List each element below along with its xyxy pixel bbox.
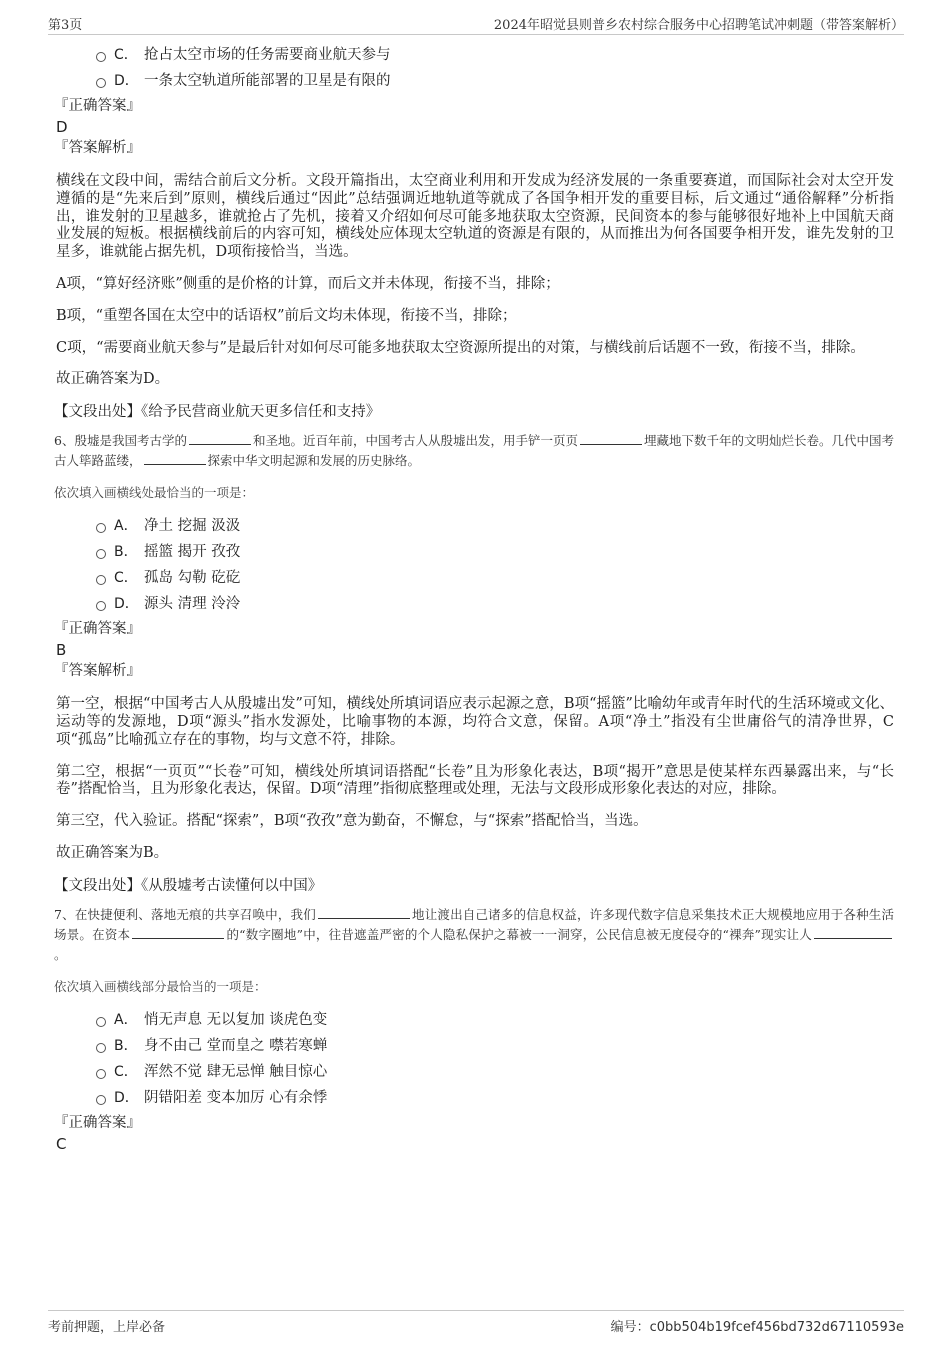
footer-slogan: 考前押题，上岸必备 [48, 1320, 166, 1335]
q7-option-b[interactable]: B． 身不由己 堂而皇之 噤若寒蝉 [96, 1033, 894, 1059]
q7-option-d[interactable]: D． 阴错阳差 变本加厉 心有余悸 [96, 1085, 894, 1111]
q5-analysis-p1: 横线在文段中间，需结合前后文分析。文段开篇指出，太空商业利用和开发成为经济发展的一条重要赛道，而国际社会对太空开发遵循的是“先来后到”原则，横线后通过“因此”总结强调近地轨道等就成了各国争相开发的重要目标，后文通过“通俗解释”分析指出，谁发射的卫星越多，谁就抢占了先机，接着又介绍如何尽可能多地获取太空资源，民间资本的参与能够很好地补上中国航天商业发展的短板。根据横线前后的内容可知，横线处应体现太空轨道的资源是有限的，从而推出为何各国要争相开发，谁先发射的卫星多，谁就能占据先机，D项衔接恰当，当选。 [56, 173, 894, 261]
blank [132, 926, 224, 939]
q6-source: 【文段出处】《从殷墟考古读懂何以中国》 [54, 877, 323, 894]
q7-answer: C [56, 1134, 67, 1153]
q6-answer-label: 『正确答案』 [54, 621, 141, 638]
q5-analysis-p3: B项，“重塑各国在太空中的话语权”前后文均未体现，衔接不当，排除； [56, 307, 517, 324]
page-number: 第3页 [48, 18, 83, 33]
q5-answer-label: 『正确答案』 [54, 98, 141, 114]
q7-prompt: 依次填入画横线部分最恰当的一项是： [54, 978, 267, 994]
q7-stem: 7、在快捷便利、落地无痕的共享召唤中，我们 地让渡出自己诸多的信息权益，许多现代数字信息采集技术正大规模地应用于各种生活场景。在资本 的“数字圈地”中，往昔遮盖严密的个人隐私保护之幕被一一洞穿，公民信息被无度侵夺的“裸奔”现实让人。 [54, 906, 894, 962]
blank [580, 432, 642, 445]
q6-option-c[interactable]: C． 孤岛 勾勒 矻矻 [96, 565, 894, 591]
radio-icon[interactable] [96, 1017, 106, 1027]
q6-options [96, 513, 894, 617]
q5-analysis-p2: A项，“算好经济账”侧重的是价格的计算，而后文并未体现，衔接不当，排除； [56, 275, 560, 292]
document-code: 编号：c0bb504b19fcef456bd732d67110593e [610, 1320, 904, 1335]
document-body [56, 42, 894, 1155]
q5-option-d[interactable]: D． 一条太空轨道所能部署的卫星是有限的 [96, 68, 894, 94]
q5-analysis-p4: C项，“需要商业航天参与”是最后针对如何尽可能多地获取太空资源所提出的对策，与横线前后话题不一致，衔接不当，排除。 [56, 339, 865, 356]
q5-answer: D [56, 118, 68, 136]
page-header [48, 14, 904, 35]
document-title: 2024年昭觉县则普乡农村综合服务中心招聘笔试冲刺题（带答案解析） [493, 18, 904, 33]
radio-icon[interactable] [96, 78, 106, 88]
q7-answer-label: 『正确答案』 [54, 1114, 141, 1131]
radio-icon[interactable] [96, 549, 106, 559]
q6-analysis-label: 『答案解析』 [54, 663, 141, 680]
blank [189, 432, 251, 445]
q5-source: 【文段出处】《给予民营商业航天更多信任和支持》 [54, 404, 381, 421]
q6-option-a[interactable]: A． 净土 挖掘 汲汲 [96, 513, 894, 539]
radio-icon[interactable] [96, 52, 106, 62]
q6-analysis-p4: 故正确答案为B。 [56, 844, 169, 861]
q6-answer: B [56, 641, 67, 660]
q6-prompt: 依次填入画横线处最恰当的一项是： [54, 485, 255, 501]
blank [318, 906, 410, 919]
q6-stem: 6、殷墟是我国考古学的 和圣地。近百年前，中国考古人从殷墟出发，用手铲一页页 埋藏地下数千年的文明灿烂长卷。几代中国考古人筚路蓝缕， 探索中华文明起源和发展的历史脉络。 [54, 433, 894, 469]
radio-icon[interactable] [96, 1043, 106, 1053]
q6-option-b[interactable]: B． 摇篮 揭开 孜孜 [96, 539, 894, 565]
q6-option-d[interactable]: D． 源头 清理 泠泠 [96, 591, 894, 617]
blank [814, 926, 892, 939]
q7-options [96, 1007, 894, 1111]
radio-icon[interactable] [96, 1095, 106, 1105]
q7-option-a[interactable]: A． 悄无声息 无以复加 谈虎色变 [96, 1007, 894, 1033]
page-footer [48, 1310, 904, 1335]
q6-analysis-p3: 第三空，代入验证。搭配“探索”，B项“孜孜”意为勤奋，不懈怠，与“探索”搭配恰当，当选。 [56, 813, 648, 830]
blank [144, 452, 206, 465]
q5-analysis-p5: 故正确答案为D。 [56, 371, 170, 388]
q5-options [96, 42, 894, 94]
q5-option-c[interactable]: C． 抢占太空市场的任务需要商业航天参与 [96, 42, 894, 68]
q6-analysis-p2: 第二空，根据“一页页”“长卷”可知，横线处所填词语搭配“长卷”且为形象化表达，B项“揭开”意思是使某样东西暴露出来，与“长卷”搭配恰当，且为形象化表达，保留。D项“清理”指彻底整理或处理，无法与文段形成形象化表达的对应，排除。 [56, 763, 894, 798]
radio-icon[interactable] [96, 575, 106, 585]
radio-icon[interactable] [96, 1069, 106, 1079]
q5-analysis-label: 『答案解析』 [54, 140, 141, 156]
q6-analysis-p1: 第一空，根据“中国考古人从殷墟出发”可知，横线处所填词语应表示起源之意，B项“摇篮”比喻幼年或青年时代的生活环境或文化、运动等的发源地，D项“源头”指水发源处，比喻事物的本源，均符合文意，保留。A项“净土”指没有尘世庸俗气的清净世界，C项“孤岛”比喻孤立存在的事物，均与文意不符，排除。 [56, 696, 894, 748]
radio-icon[interactable] [96, 601, 106, 611]
radio-icon[interactable] [96, 523, 106, 533]
q7-option-c[interactable]: C． 浑然不觉 肆无忌惮 触目惊心 [96, 1059, 894, 1085]
